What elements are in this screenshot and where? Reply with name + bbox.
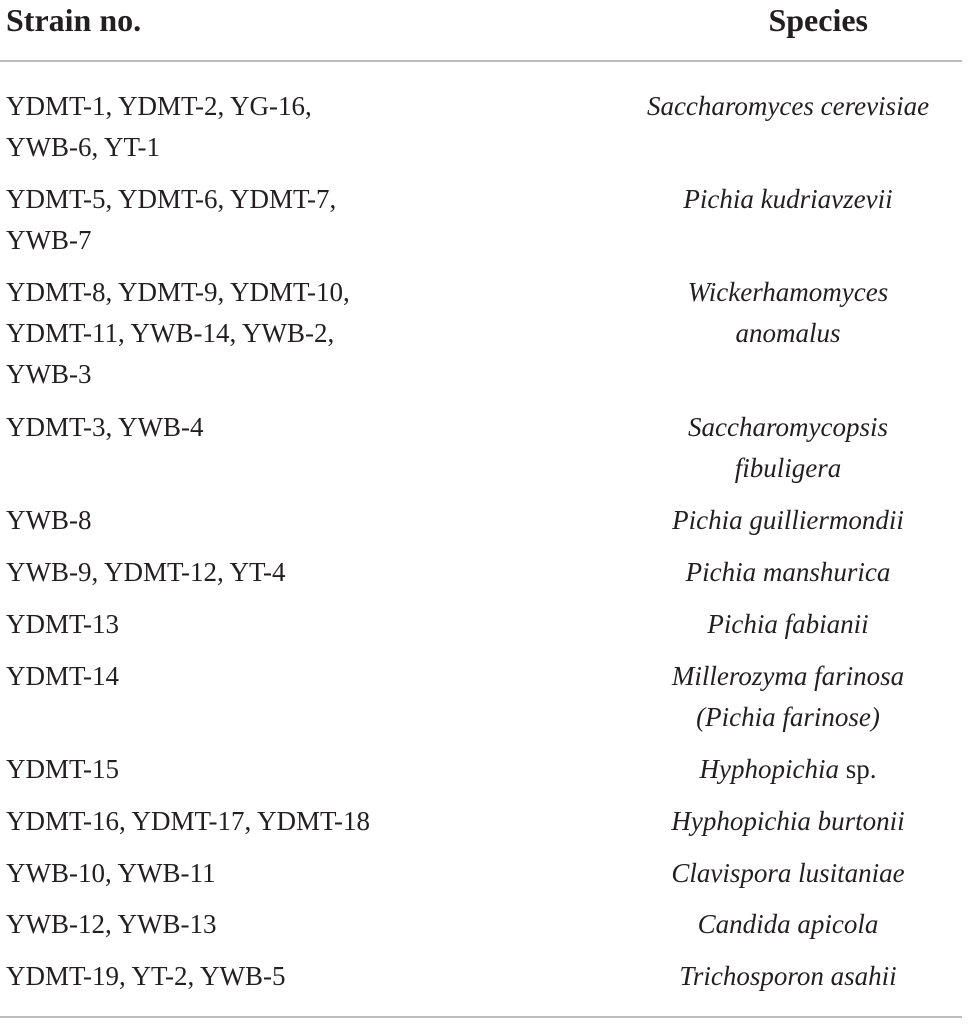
species-line [638,448,938,489]
strain-cell [6,552,426,593]
strain-cell [6,853,426,894]
strain-cell [6,272,426,395]
species-cell [638,500,938,541]
species-cell [638,956,938,997]
species-name: Pichia fabianii [707,609,869,639]
species-name: Saccharomyces cerevisiae [646,91,930,121]
strain-line: YDMT-15 [6,754,120,784]
header-strain-no: Strain no. [6,2,142,38]
strain-cell [6,86,426,168]
header-species: Species [768,2,868,38]
strain-line: YWB-7 [6,225,92,255]
species-name: Pichia manshurica [685,557,891,587]
species-name: Pichia guilliermondii [672,505,904,535]
strain-cell [6,904,426,945]
strain-cell [6,749,426,790]
species-name: Wickerhamomyces [687,277,889,307]
species-name: Candida apicola [697,909,879,939]
species-name: Hyphopichia [699,754,839,784]
species-cell [638,179,938,220]
strain-line: YWB-3 [6,359,92,389]
strain-line: YDMT-11, YWB-14, YWB-2, [6,318,335,348]
strain-line: YWB-6, YT-1 [6,132,160,162]
species-cell [638,604,938,645]
strain-line: YDMT-1, YDMT-2, YG-16, [6,91,312,121]
strain-line: YDMT-8, YDMT-9, YDMT-10, [6,277,350,307]
species-line [638,853,938,894]
species-line [638,697,938,738]
strain-cell [6,956,426,997]
species-cell [638,272,938,354]
strain-line: YDMT-5, YDMT-6, YDMT-7, [6,184,337,214]
species-name: Pichia kudriavzevii [683,184,893,214]
species-name: Clavispora lusitaniae [671,858,905,888]
species-cell [638,86,938,127]
strain-line: YWB-12, YWB-13 [6,909,217,939]
strain-cell [6,500,426,541]
species-line [638,656,938,697]
strain-line: YWB-10, YWB-11 [6,858,216,888]
species-name: Trichosporon asahii [679,961,897,991]
species-cell [638,749,938,790]
species-name: anomalus [735,318,841,348]
strain-line: YDMT-13 [6,609,120,639]
table-bottom-divider [0,1016,962,1018]
strain-line: YDMT-14 [6,661,120,691]
species-cell [638,801,938,842]
strain-cell [6,407,426,448]
strain-line: YDMT-16, YDMT-17, YDMT-18 [6,806,371,836]
species-line [638,313,938,354]
strain-line: YWB-9, YDMT-12, YT-4 [6,557,286,587]
species-cell [638,656,938,738]
species-line [638,552,938,593]
strain-cell [6,604,426,645]
species-name: Millerozyma farinosa [671,661,905,691]
species-cell [638,904,938,945]
strain-line: YDMT-3, YWB-4 [6,412,204,442]
species-line [638,801,938,842]
strain-line: YWB-8 [6,505,92,535]
species-name: Hyphopichia burtonii [671,806,905,836]
species-name: fibuligera [734,453,842,483]
species-name: Saccharomycopsis [688,412,888,442]
species-line [638,86,938,127]
species-line [638,749,938,790]
table-header [0,0,968,40]
header-divider [0,60,962,62]
species-line [638,272,938,313]
species-line [638,179,938,220]
species-cell [638,552,938,593]
species-line [638,956,938,997]
strain-cell [6,656,426,697]
strain-cell [6,801,426,842]
strain-cell [6,179,426,261]
species-line [638,604,938,645]
strain-line: YDMT-19, YT-2, YWB-5 [6,961,286,991]
species-suffix: sp. [838,754,877,784]
species-name: (Pichia farinose) [696,702,880,732]
species-cell [638,853,938,894]
species-line [638,500,938,541]
species-line [638,407,938,448]
species-line [638,904,938,945]
species-cell [638,407,938,489]
